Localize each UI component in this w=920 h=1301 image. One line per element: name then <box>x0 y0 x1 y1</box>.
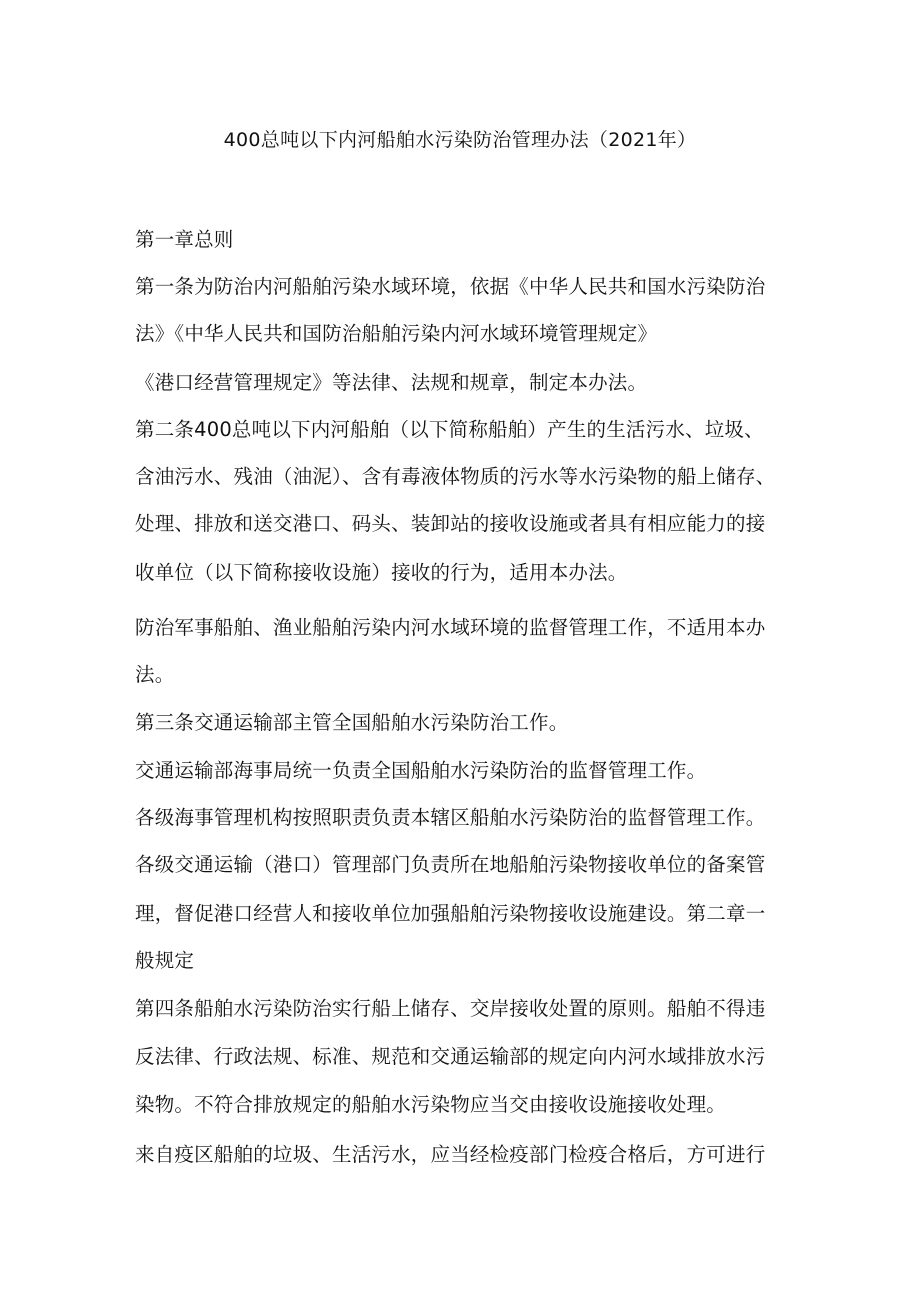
text-line: 交通运输部海事局统一负责全国船舶水污染防治的监督管理工作。 <box>135 759 707 782</box>
text-line: 含油污水、残油（油泥）、含有毒液体物质的污水等水污染物的船上储存、 <box>135 465 776 488</box>
chapter-heading: 般规定 <box>135 949 195 972</box>
text-line: 染物。不符合排放规定的船舶水污染物应当交由接收设施接收处理。 <box>135 1093 727 1116</box>
document-title: 400总吨以下内河船舶水污染防治管理办法（2021年） <box>223 129 697 151</box>
text-line: 第四条船舶水污染防治实行船上储存、交岸接收处置的原则。船舶不得违 <box>135 997 766 1020</box>
text-line: 法。 <box>135 663 175 686</box>
text-line: 法》《中华人民共和国防治船舶污染内河水域环境管理规定》 <box>135 322 658 345</box>
text-line: 理，督促港口经营人和接收单位加强船舶污染物接收设施建设。第二章一 <box>135 902 766 925</box>
text-line: 《港口经营管理规定》等法律、法规和规章，制定本办法。 <box>135 371 648 394</box>
text-line: 第一条为防治内河船舶污染水域环境，依据《中华人民共和国水污染防治 <box>135 275 766 298</box>
text-line: 各级交通运输（港口）管理部门负责所在地船舶污染物接收单位的备案管 <box>135 853 766 876</box>
chapter-heading: 第一章总则 <box>135 228 234 251</box>
text-line: 各级海事管理机构按照职责负责本辖区船舶水污染防治的监督管理工作。 <box>135 806 766 829</box>
text-line: 反法律、行政法规、标准、规范和交通运输部的规定向内河水域排放水污 <box>135 1045 766 1068</box>
text-line: 第二条400总吨以下内河船舶（以下简称船舶）产生的生活污水、垃圾、 <box>135 418 764 441</box>
text-line: 第三条交通运输部主管全国船舶水污染防治工作。 <box>135 711 569 734</box>
text-line: 来自疫区船舶的垃圾、生活污水，应当经检疫部门检疫合格后，方可进行 <box>135 1143 766 1166</box>
text-line: 收单位（以下简称接收设施）接收的行为，适用本办法。 <box>135 561 628 584</box>
text-line: 防治军事船舶、渔业船舶污染内河水域环境的监督管理工作，不适用本办 <box>135 616 766 639</box>
text-line: 处理、排放和送交港口、码头、装卸站的接收设施或者具有相应能力的接 <box>135 512 766 535</box>
